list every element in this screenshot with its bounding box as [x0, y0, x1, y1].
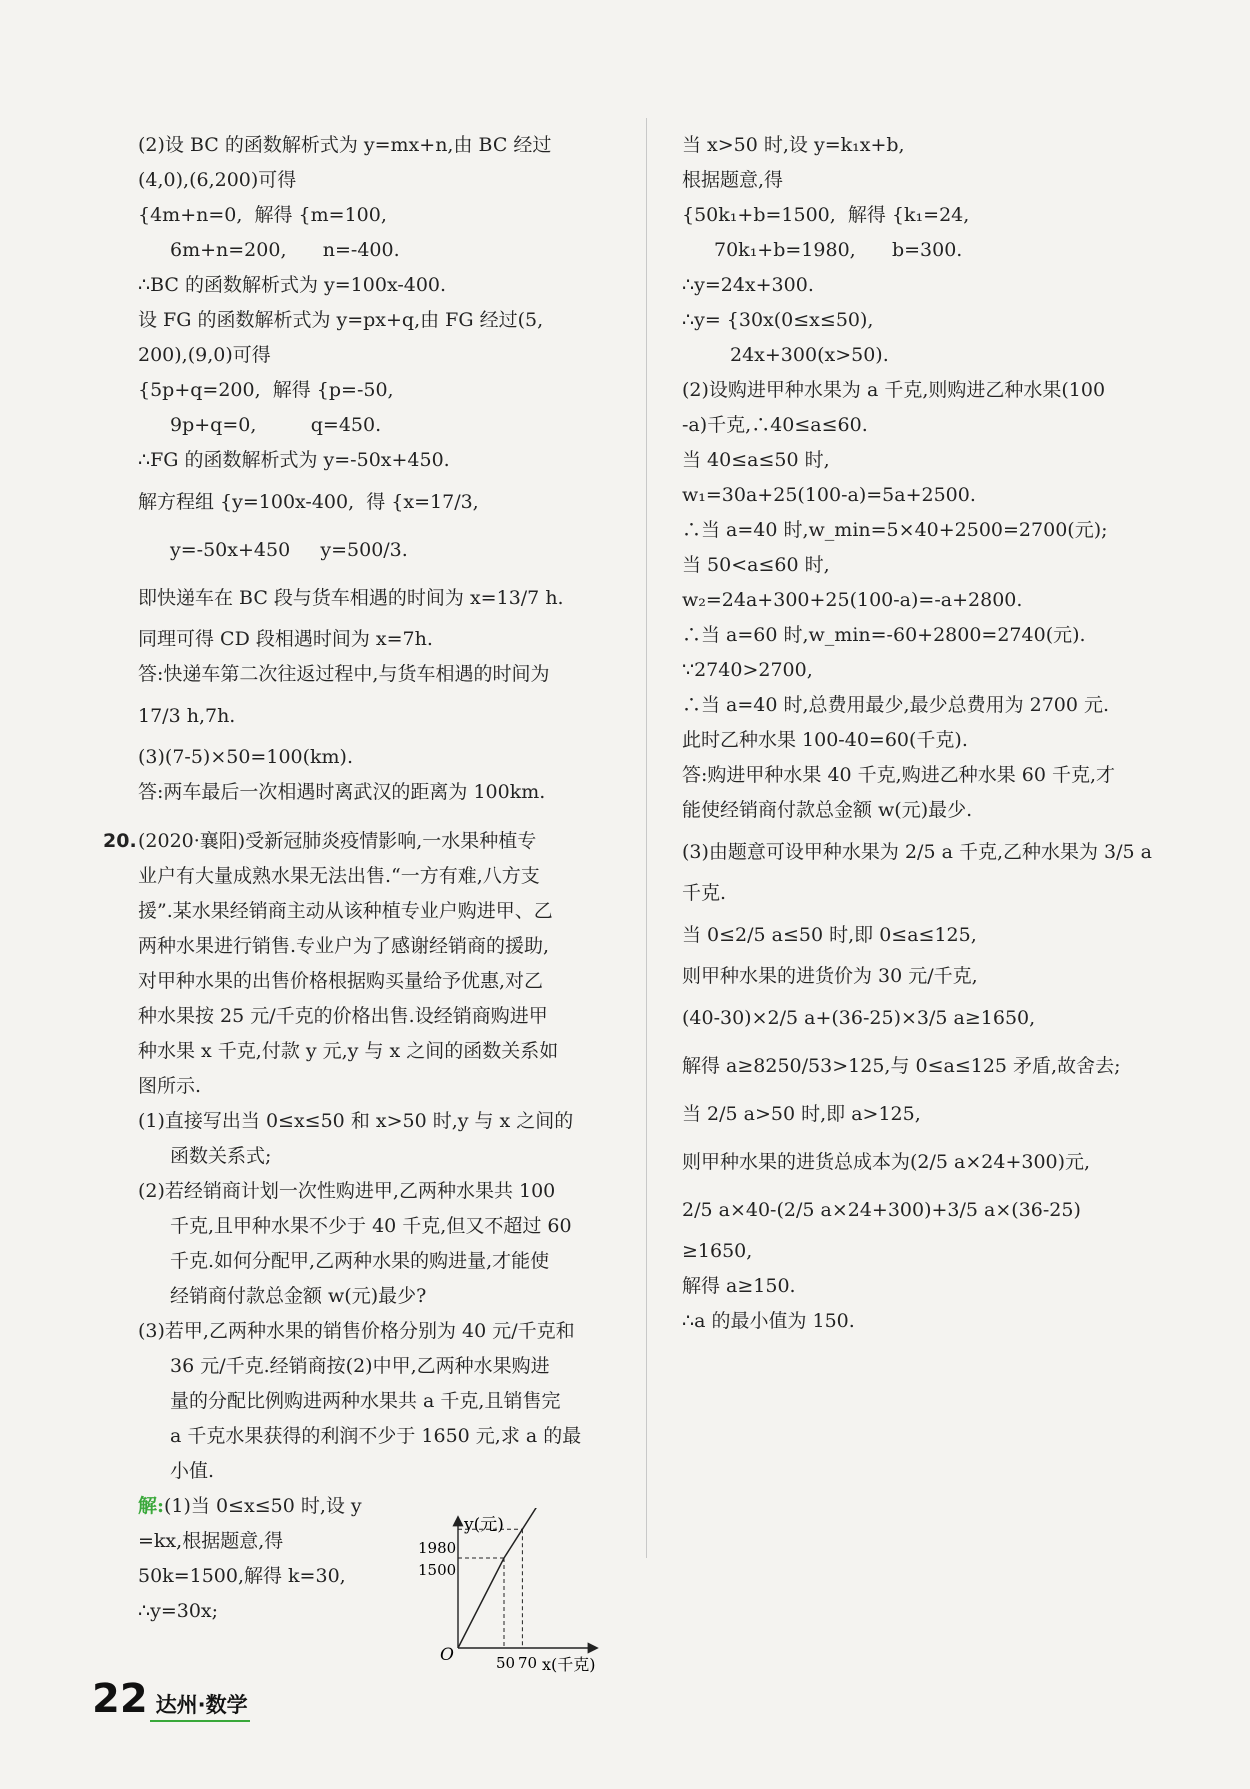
r-d8: 则甲种水果的进货总成本为(2/5 a×24+300)元, [682, 1151, 1091, 1173]
sys1-line1: {4m+n=0, [138, 204, 243, 226]
r-d7: 当 2/5 a>50 时,即 a>125, [682, 1103, 921, 1125]
r-c9: ∵2740>2700, [682, 659, 813, 681]
p2-intro-2: (4,0),(6,200)可得 [138, 169, 297, 191]
sys1-sol-line2: n=-400. [322, 239, 400, 261]
ans3: 答:两车最后一次相遇时离武汉的距离为 100km. [138, 781, 546, 803]
sys3-sol-line1: 解得 {k₁=24, [847, 204, 970, 226]
q20-sub1-1: (1)直接写出当 0≤x≤50 和 x>50 时,y 与 x 之间的 [138, 1110, 574, 1132]
equation-system-2b [138, 408, 618, 443]
r-d3: 当 0≤2/5 a≤50 时,即 0≤a≤125, [682, 924, 977, 946]
q20-stem-5: 对甲种水果的出售价格根据购买量给予优惠,对乙 [138, 970, 544, 992]
sys3-line1: {50k₁+b=1500, [682, 204, 836, 226]
equation-system-2 [138, 373, 618, 408]
piece-2: 24x+300(x>50). [730, 344, 889, 366]
solve-system [138, 478, 618, 526]
x-tick-50: 50 [496, 1654, 516, 1672]
y-tick-1980: 1980 [418, 1539, 457, 1557]
sys1-line2: 6m+n=200, [170, 239, 287, 261]
q20-stem-1: (2020·襄阳)受新冠肺炎疫情影响,一水果种植专 [138, 830, 537, 852]
r-d10: ≥1650, [682, 1240, 753, 1262]
q20-stem-3: 援”.某水果经销商主动从该种植专业户购进甲、乙 [138, 900, 553, 922]
r-a2: 根据题意,得 [682, 169, 784, 191]
y-axis-label: y(元) [464, 1515, 504, 1535]
sys2-sol-line1: 解得 {p=-50, [272, 379, 394, 401]
r-d4: 则甲种水果的进货价为 30 元/千克, [682, 965, 978, 987]
meet2: 同理可得 CD 段相遇时间为 x=7h. [138, 628, 433, 650]
r-c12: 答:购进甲种水果 40 千克,购进乙种水果 60 千克,才 [682, 764, 1115, 786]
q20-stem-4: 两种水果进行销售.专业户为了感谢经销商的援助, [138, 935, 550, 957]
ans2-2: 17/3 h,7h. [138, 705, 236, 727]
function-graph [418, 1508, 618, 1673]
sys3-sol-line2: b=300. [891, 239, 963, 261]
equation-system-1b [138, 233, 618, 268]
r-d9: 2/5 a×40-(2/5 a×24+300)+3/5 a×(36-25) [682, 1199, 1081, 1221]
meet1: 即快递车在 BC 段与货车相遇的时间为 x=13/7 h. [138, 587, 564, 609]
r-b1: ∴y=24x+300. [682, 274, 814, 296]
r-c13: 能使经销商付款总金额 w(元)最少. [682, 799, 973, 821]
sys3-line2: 70k₁+b=1980, [714, 239, 856, 261]
ans2-1: 答:快递车第二次往返过程中,与货车相遇的时间为 [138, 663, 550, 685]
equation-system-3 [682, 198, 1182, 233]
sol-3: 50k=1500,解得 k=30, [138, 1565, 346, 1587]
r-c7: w₂=24a+300+25(100-a)=-a+2800. [682, 589, 1023, 611]
r-c1: (2)设购进甲种水果为 a 千克,则购进乙种水果(100 [682, 379, 1106, 401]
solve-sys-1: 解方程组 {y=100x-400, [138, 491, 355, 513]
fg-result: ∴FG 的函数解析式为 y=-50x+450. [138, 449, 450, 471]
page-number: 22 [92, 1676, 148, 1722]
right-column [682, 128, 1182, 1339]
equation-system-1 [138, 198, 618, 233]
sys1-sol-line1: 解得 {m=100, [254, 204, 387, 226]
q20-sub3-4: a 千克水果获得的利润不少于 1650 元,求 a 的最 [170, 1425, 582, 1447]
q20-sub2-1: (2)若经销商计划一次性购进甲,乙两种水果共 100 [138, 1180, 556, 1202]
r-c5: ∴当 a=40 时,w_min=5×40+2500=2700(元); [682, 519, 1108, 541]
equation-system-3b [682, 233, 1182, 268]
q20-sub2-3: 千克.如何分配甲,乙两种水果的购进量,才能使 [170, 1250, 550, 1272]
sys2-sol-line2: q=450. [310, 414, 382, 436]
page-footer [92, 1676, 248, 1722]
q20-sub3-5: 小值. [170, 1460, 215, 1482]
r-d1: (3)由题意可设甲种水果为 2/5 a 千克,乙种水果为 3/5 a [682, 841, 1152, 863]
r-c8: ∴当 a=60 时,w_min=-60+2800=2740(元). [682, 624, 1086, 646]
r-a1: 当 x>50 时,设 y=k₁x+b, [682, 134, 905, 156]
sys2-line2: 9p+q=0, [170, 414, 257, 436]
r-c11: 此时乙种水果 100-40=60(千克). [682, 729, 968, 751]
fg-intro-1: 设 FG 的函数解析式为 y=px+q,由 FG 经过(5, [138, 309, 544, 331]
column-divider [646, 118, 647, 1558]
sol-1: (1)当 0≤x≤50 时,设 y [164, 1495, 362, 1517]
solve-sys-4: y=500/3. [320, 539, 408, 561]
bc-result: ∴BC 的函数解析式为 y=100x-400. [138, 274, 447, 296]
r-d6: 解得 a≥8250/53>125,与 0≤a≤125 矛盾,故舍去; [682, 1055, 1121, 1077]
piece-1: ∴y= {30x(0≤x≤50), [682, 309, 874, 331]
sys2-line1: {5p+q=200, [138, 379, 261, 401]
r-d12: ∴a 的最小值为 150. [682, 1310, 855, 1332]
q20-sub2-4: 经销商付款总金额 w(元)最少? [170, 1285, 427, 1307]
r-c6: 当 50<a≤60 时, [682, 554, 830, 576]
q20-stem-6: 种水果按 25 元/千克的价格出售.设经销商购进甲 [138, 1005, 548, 1027]
r-c4: w₁=30a+25(100-a)=5a+2500. [682, 484, 976, 506]
sol-4: ∴y=30x; [138, 1600, 219, 1622]
r-c3: 当 40≤a≤50 时, [682, 449, 830, 471]
r-c2: -a)千克,∴40≤a≤60. [682, 414, 868, 436]
q20-stem-2: 业户有大量成熟水果无法出售.“一方有难,八方支 [138, 865, 540, 887]
r-d11: 解得 a≥150. [682, 1275, 796, 1297]
q20-sub1-2: 函数关系式; [170, 1145, 272, 1167]
q20-sub3-3: 量的分配比例购进两种水果共 a 千克,且销售完 [170, 1390, 561, 1412]
r-c10: ∴当 a=40 时,总费用最少,最少总费用为 2700 元. [682, 694, 1110, 716]
q20-sub2-2: 千克,且甲种水果不少于 40 千克,但又不超过 60 [170, 1215, 572, 1237]
solve-system-b [138, 526, 618, 574]
y-tick-1500: 1500 [418, 1561, 457, 1579]
origin-label: O [440, 1645, 454, 1665]
question-number: 20. [103, 830, 137, 852]
r-d5: (40-30)×2/5 a+(36-25)×3/5 a≥1650, [682, 1007, 1036, 1029]
footer-accent-line [150, 1720, 250, 1722]
x-tick-70: 70 [518, 1654, 538, 1672]
solution-label: 解: [138, 1495, 165, 1517]
p2-intro-1: (2)设 BC 的函数解析式为 y=mx+n,由 BC 经过 [138, 134, 552, 156]
q20-sub3-1: (3)若甲,乙两种水果的销售价格分别为 40 元/千克和 [138, 1320, 575, 1342]
q20-sub3-2: 36 元/千克.经销商按(2)中甲,乙两种水果购进 [170, 1355, 550, 1377]
x-axis-label: x(千克) [542, 1655, 596, 1673]
sol-2: =kx,根据题意,得 [138, 1530, 284, 1552]
q20-stem-7: 种水果 x 千克,付款 y 元,y 与 x 之间的函数关系如 [138, 1040, 559, 1062]
left-column [103, 128, 618, 1629]
p3: (3)(7-5)×50=100(km). [138, 746, 354, 768]
book-title: 达州·数学 [155, 1693, 248, 1717]
solve-sys-2: y=-50x+450 [170, 539, 291, 561]
q20-stem-8: 图所示. [138, 1075, 202, 1097]
r-d2: 千克. [682, 882, 727, 904]
fg-intro-2: 200),(9,0)可得 [138, 344, 271, 366]
solve-sys-3: 得 {x=17/3, [366, 491, 479, 513]
